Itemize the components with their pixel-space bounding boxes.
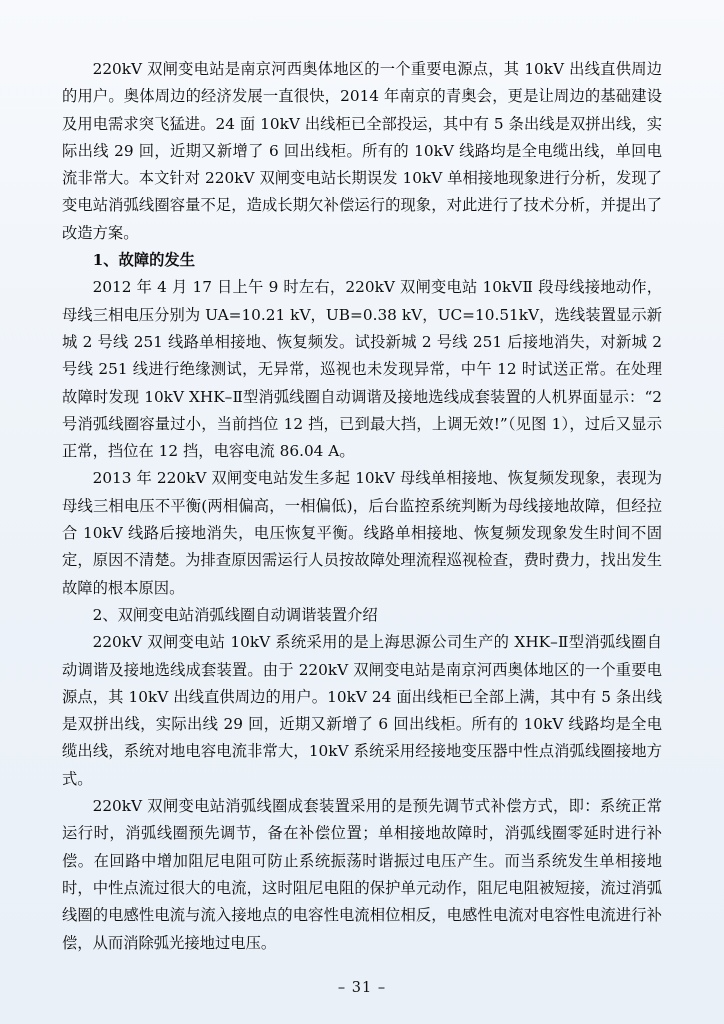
section-heading-2: 2、双闸变电站消弧线圈自动调谐装置介绍 bbox=[92, 605, 378, 624]
fault-occurrence-paragraph-1: 2012 年 4 月 17 日上午 9 时左右，220kV 双闸变电站 10kVⅡ 段母线接地动作，母线三相电压分别为 UA=10.21 kV，UB=0.38 kV，UC=10.51kV，选线装置显示新城 2 号线 251 线路单相接地、恢复频发。试投新城 2 号线 251 后接地消失，对新城 2 号线 251 线进行绝缘测试，无异常，巡视也未发现异常，中午 12 时试送正常。在处理故障时发现 10kV XHK–Ⅱ型消弧线圈自动调谐及接地选线成套装置的人机界面显示：“2 号消弧线圈容量过小，当前挡位 12 挡，已到最大挡，上调无效!”（见图 1），过后又显示正常，挡位在 12 挡，电容电流 86.04 A。 bbox=[62, 278, 662, 461]
device-intro-paragraph-1: 220kV 双闸变电站 10kV 系统采用的是上海思源公司生产的 XHK–Ⅱ型消弧线圈自动调谐及接地选线成套装置。由于 220kV 双闸变电站是南京河西奥体地区的一个重要电源点，其 10kV 出线直供周边的用户。10kV 24 面出线柜已全部上满，其中有 5 条出线是双拼出线，实际出线 29 回，近期又新增了 6 回出线柜。所有的 10kV 线路均是全电缆出线，系统对地电容电流非常大，10kV 系统采用经接地变压器中性点消弧线圈接地方式。 bbox=[62, 633, 662, 788]
intro-paragraph: 220kV 双闸变电站是南京河西奥体地区的一个重要电源点，其 10kV 出线直供周边的用户。奥体周边的经济发展一直很快，2014 年南京的青奥会，更是让周边的基础建设及用电需求突飞猛进。24 面 10kV 出线柜已全部投运，其中有 5 条出线是双拼出线，实际出线 29 回，近期又新增了 6 回出线柜。所有的 10kV 线路均是全电缆出线，单回电流非常大。本文针对 220kV 双闸变电站长期误发 10kV 单相接地现象进行分析，发现了变电站消弧线圈容量不足，造成长期欠补偿运行的现象，对此进行了技术分析，并提出了改造方案。 bbox=[62, 60, 662, 242]
page-number: – 31 – bbox=[337, 980, 387, 996]
section-heading-1: 1、故障的发生 bbox=[92, 251, 196, 270]
document-body bbox=[62, 56, 662, 957]
device-intro-paragraph-2: 220kV 双闸变电站消弧线圈成套装置采用的是预先调节式补偿方式，即：系统正常运行时，消弧线圈预先调节，备在补偿位置；单相接地故障时，消弧线圈零延时进行补偿。在回路中增加阻尼电阻可防止系统振荡时谐振过电压产生。而当系统发生单相接地时，中性点流过很大的电流，这时阻尼电阻的保护单元动作，阻尼电阻被短接，流过消弧线圈的电感性电流与流入接地点的电容性电流相位相反，电感性电流对电容性电流进行补偿，从而消除弧光接地过电压。 bbox=[62, 797, 662, 952]
fault-occurrence-paragraph-2: 2013 年 220kV 双闸变电站发生多起 10kV 母线单相接地、恢复频发现象，表现为母线三相电压不平衡(两相偏高，一相偏低)，后台监控系统判断为母线接地故障，但经拉合 10kV 线路后接地消失，电压恢复平衡。线路单相接地、恢复频发现象发生时间不固定，原因不清楚。为排查原因需运行人员按故障处理流程巡视检查，费时费力，找出发生故障的根本原因。 bbox=[62, 469, 662, 597]
